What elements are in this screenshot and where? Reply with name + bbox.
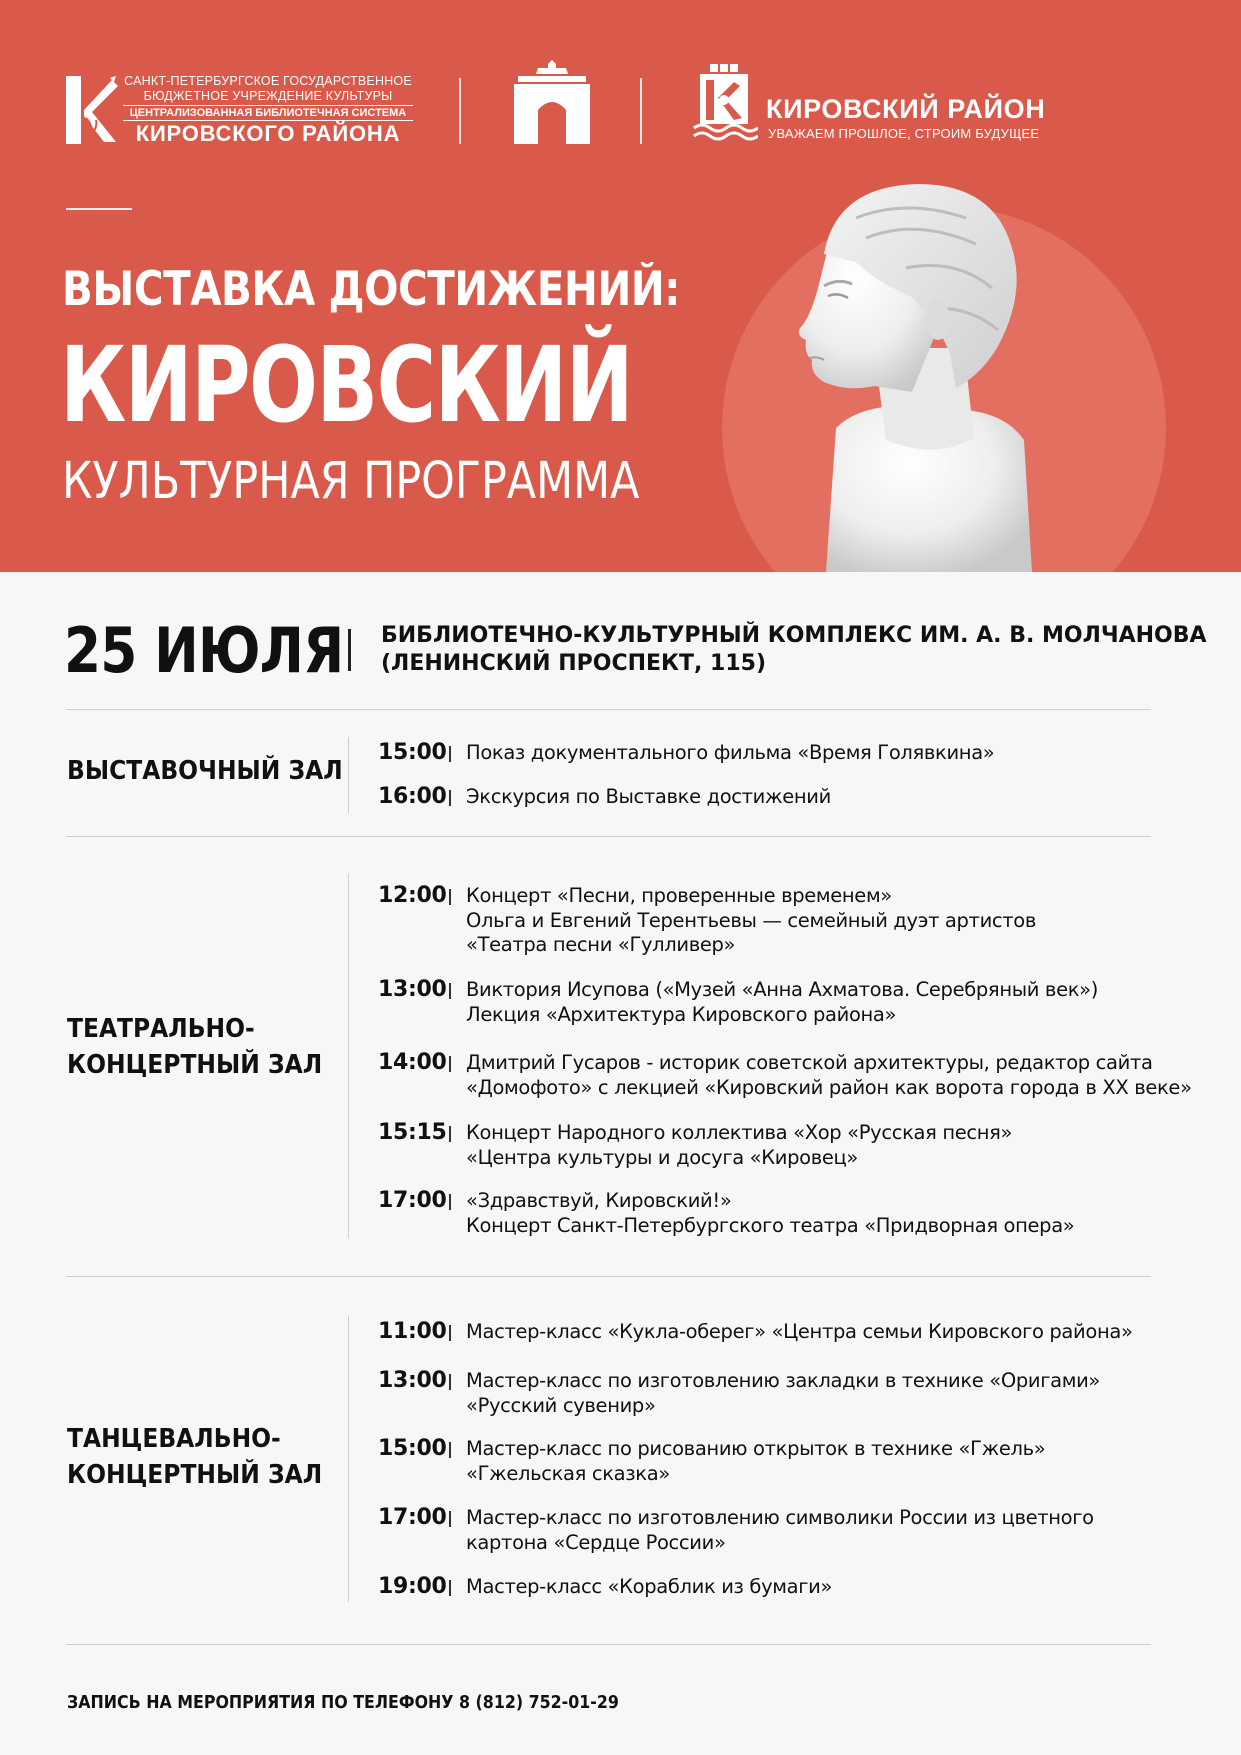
classical-bust-illustration xyxy=(706,178,1186,572)
hall-divider-line xyxy=(348,874,349,1238)
event-time: 19:00 xyxy=(378,1574,447,1599)
header-banner xyxy=(0,0,1241,572)
title-line-3: КУЛЬТУРНАЯ ПРОГРАММА xyxy=(62,452,640,511)
time-separator xyxy=(449,1374,451,1390)
district-emblem-icon xyxy=(690,64,758,142)
event-description: Мастер-класс по изготовлению закладки в технике «Оригами» «Русский сувенир» xyxy=(466,1369,1100,1417)
library-logo-line1: САНКТ-ПЕТЕРБУРГСКОЕ ГОСУДАРСТВЕННОЕ xyxy=(124,74,412,88)
logo-separator xyxy=(640,78,642,144)
event-time: 16:00 xyxy=(378,784,447,809)
event-time: 13:00 xyxy=(378,977,447,1002)
event-description: Мастер-класс «Кораблик из бумаги» xyxy=(466,1575,833,1598)
event-description: Экскурсия по Выставке достижений xyxy=(466,785,831,808)
time-separator xyxy=(449,1325,451,1341)
time-separator xyxy=(449,1511,451,1527)
section-divider xyxy=(66,709,1151,710)
time-separator xyxy=(449,746,451,762)
hall-name-line: ТЕАТРАЛЬНО- xyxy=(67,1014,255,1044)
time-separator xyxy=(449,889,451,905)
library-logo-line3: ЦЕНТРАЛИЗОВАННАЯ БИБЛИОТЕЧНАЯ СИСТЕМА xyxy=(123,105,413,121)
title-line-1: ВЫСТАВКА ДОСТИЖЕНИЙ: xyxy=(62,262,680,317)
date-separator xyxy=(348,629,351,671)
time-separator xyxy=(449,1194,451,1210)
time-separator xyxy=(449,983,451,999)
library-k-pen-icon xyxy=(66,76,118,144)
hall-divider-line xyxy=(348,737,349,813)
time-separator xyxy=(449,1056,451,1072)
district-slogan: УВАЖАЕМ ПРОШЛОЕ, СТРОИМ БУДУЩЕЕ xyxy=(768,126,1040,141)
event-time: 14:00 xyxy=(378,1050,447,1075)
event-description: Концерт Народного коллектива «Хор «Русская песня» «Центра культуры и досуга «Кировец» xyxy=(466,1121,1013,1169)
time-separator xyxy=(449,1126,451,1142)
event-date: 25 ИЮЛЯ xyxy=(64,614,344,687)
hall-divider-line xyxy=(348,1316,349,1602)
event-description: Концерт «Песни, проверенные временем» Ольга и Евгений Терентьевы — семейный дуэт артистов «Театра песни «Гулливер» xyxy=(466,884,1036,956)
hall-name-line: ВЫСТАВОЧНЫЙ ЗАЛ xyxy=(67,756,343,786)
library-logo-line2: БЮДЖЕТНОЕ УЧРЕЖДЕНИЕ КУЛЬТУРЫ xyxy=(143,89,393,103)
event-time: 15:00 xyxy=(378,1436,447,1461)
title-line-2: КИРОВСКИЙ xyxy=(60,324,633,446)
event-description: Виктория Исупова («Музей «Анна Ахматова. Серебряный век») Лекция «Архитектура Кировского района» xyxy=(466,978,1098,1026)
event-time: 11:00 xyxy=(378,1319,447,1344)
section-divider xyxy=(66,836,1151,837)
decorative-rule xyxy=(66,208,132,210)
registration-phone-note: ЗАПИСЬ НА МЕРОПРИЯТИЯ ПО ТЕЛЕФОНУ 8 (812) 752-01-29 xyxy=(67,1692,619,1713)
event-description: Дмитрий Гусаров - историк советской архитектуры, редактор сайта «Домофото» с лекцией «Кировский район как ворота города в XX веке» xyxy=(466,1051,1192,1099)
time-separator xyxy=(449,1442,451,1458)
hall-name-line: ТАНЦЕВАЛЬНО- xyxy=(67,1424,281,1454)
event-description: Мастер-класс «Кукла-оберег» «Центра семьи Кировского района» xyxy=(466,1320,1133,1343)
event-venue xyxy=(381,622,1207,678)
time-separator xyxy=(449,790,451,806)
event-time: 15:00 xyxy=(378,740,447,765)
time-separator xyxy=(449,1580,451,1596)
event-time: 17:00 xyxy=(378,1188,447,1213)
hall-name xyxy=(67,1011,322,1083)
library-system-logo xyxy=(66,74,412,148)
section-divider xyxy=(66,1644,1151,1645)
event-description: «Здравствуй, Кировский!» Концерт Санкт-Петербургского театра «Придворная опера» xyxy=(466,1189,1075,1237)
event-time: 17:00 xyxy=(378,1505,447,1530)
event-time: 12:00 xyxy=(378,883,447,908)
hall-name-line: КОНЦЕРТНЫЙ ЗАЛ xyxy=(67,1460,323,1490)
event-description: Мастер-класс по рисованию открыток в технике «Гжель» «Гжельская сказка» xyxy=(466,1437,1046,1485)
section-divider xyxy=(66,1276,1151,1277)
event-description: Показ документального фильма «Время Голявкина» xyxy=(466,741,995,764)
library-logo-line4: КИРОВСКОГО РАЙОНА xyxy=(135,121,401,146)
event-description: Мастер-класс по изготовлению символики России из цветного картона «Сердце России» xyxy=(466,1506,1094,1554)
district-name: КИРОВСКИЙ РАЙОН xyxy=(766,94,1046,124)
venue-line-1: БИБЛИОТЕЧНО-КУЛЬТУРНЫЙ КОМПЛЕКС ИМ. А. В. МОЛЧАНОВА xyxy=(381,623,1207,648)
logo-separator xyxy=(459,78,461,144)
hall-name-line: КОНЦЕРТНЫЙ ЗАЛ xyxy=(67,1050,323,1080)
triumphal-arch-icon xyxy=(512,60,592,144)
event-time: 15:15 xyxy=(378,1120,447,1145)
hall-name xyxy=(67,753,343,789)
event-time: 13:00 xyxy=(378,1368,447,1393)
kirovsky-district-logo xyxy=(690,64,1050,144)
venue-line-2: (ЛЕНИНСКИЙ ПРОСПЕКТ, 115) xyxy=(381,651,767,676)
hall-name xyxy=(67,1421,322,1493)
